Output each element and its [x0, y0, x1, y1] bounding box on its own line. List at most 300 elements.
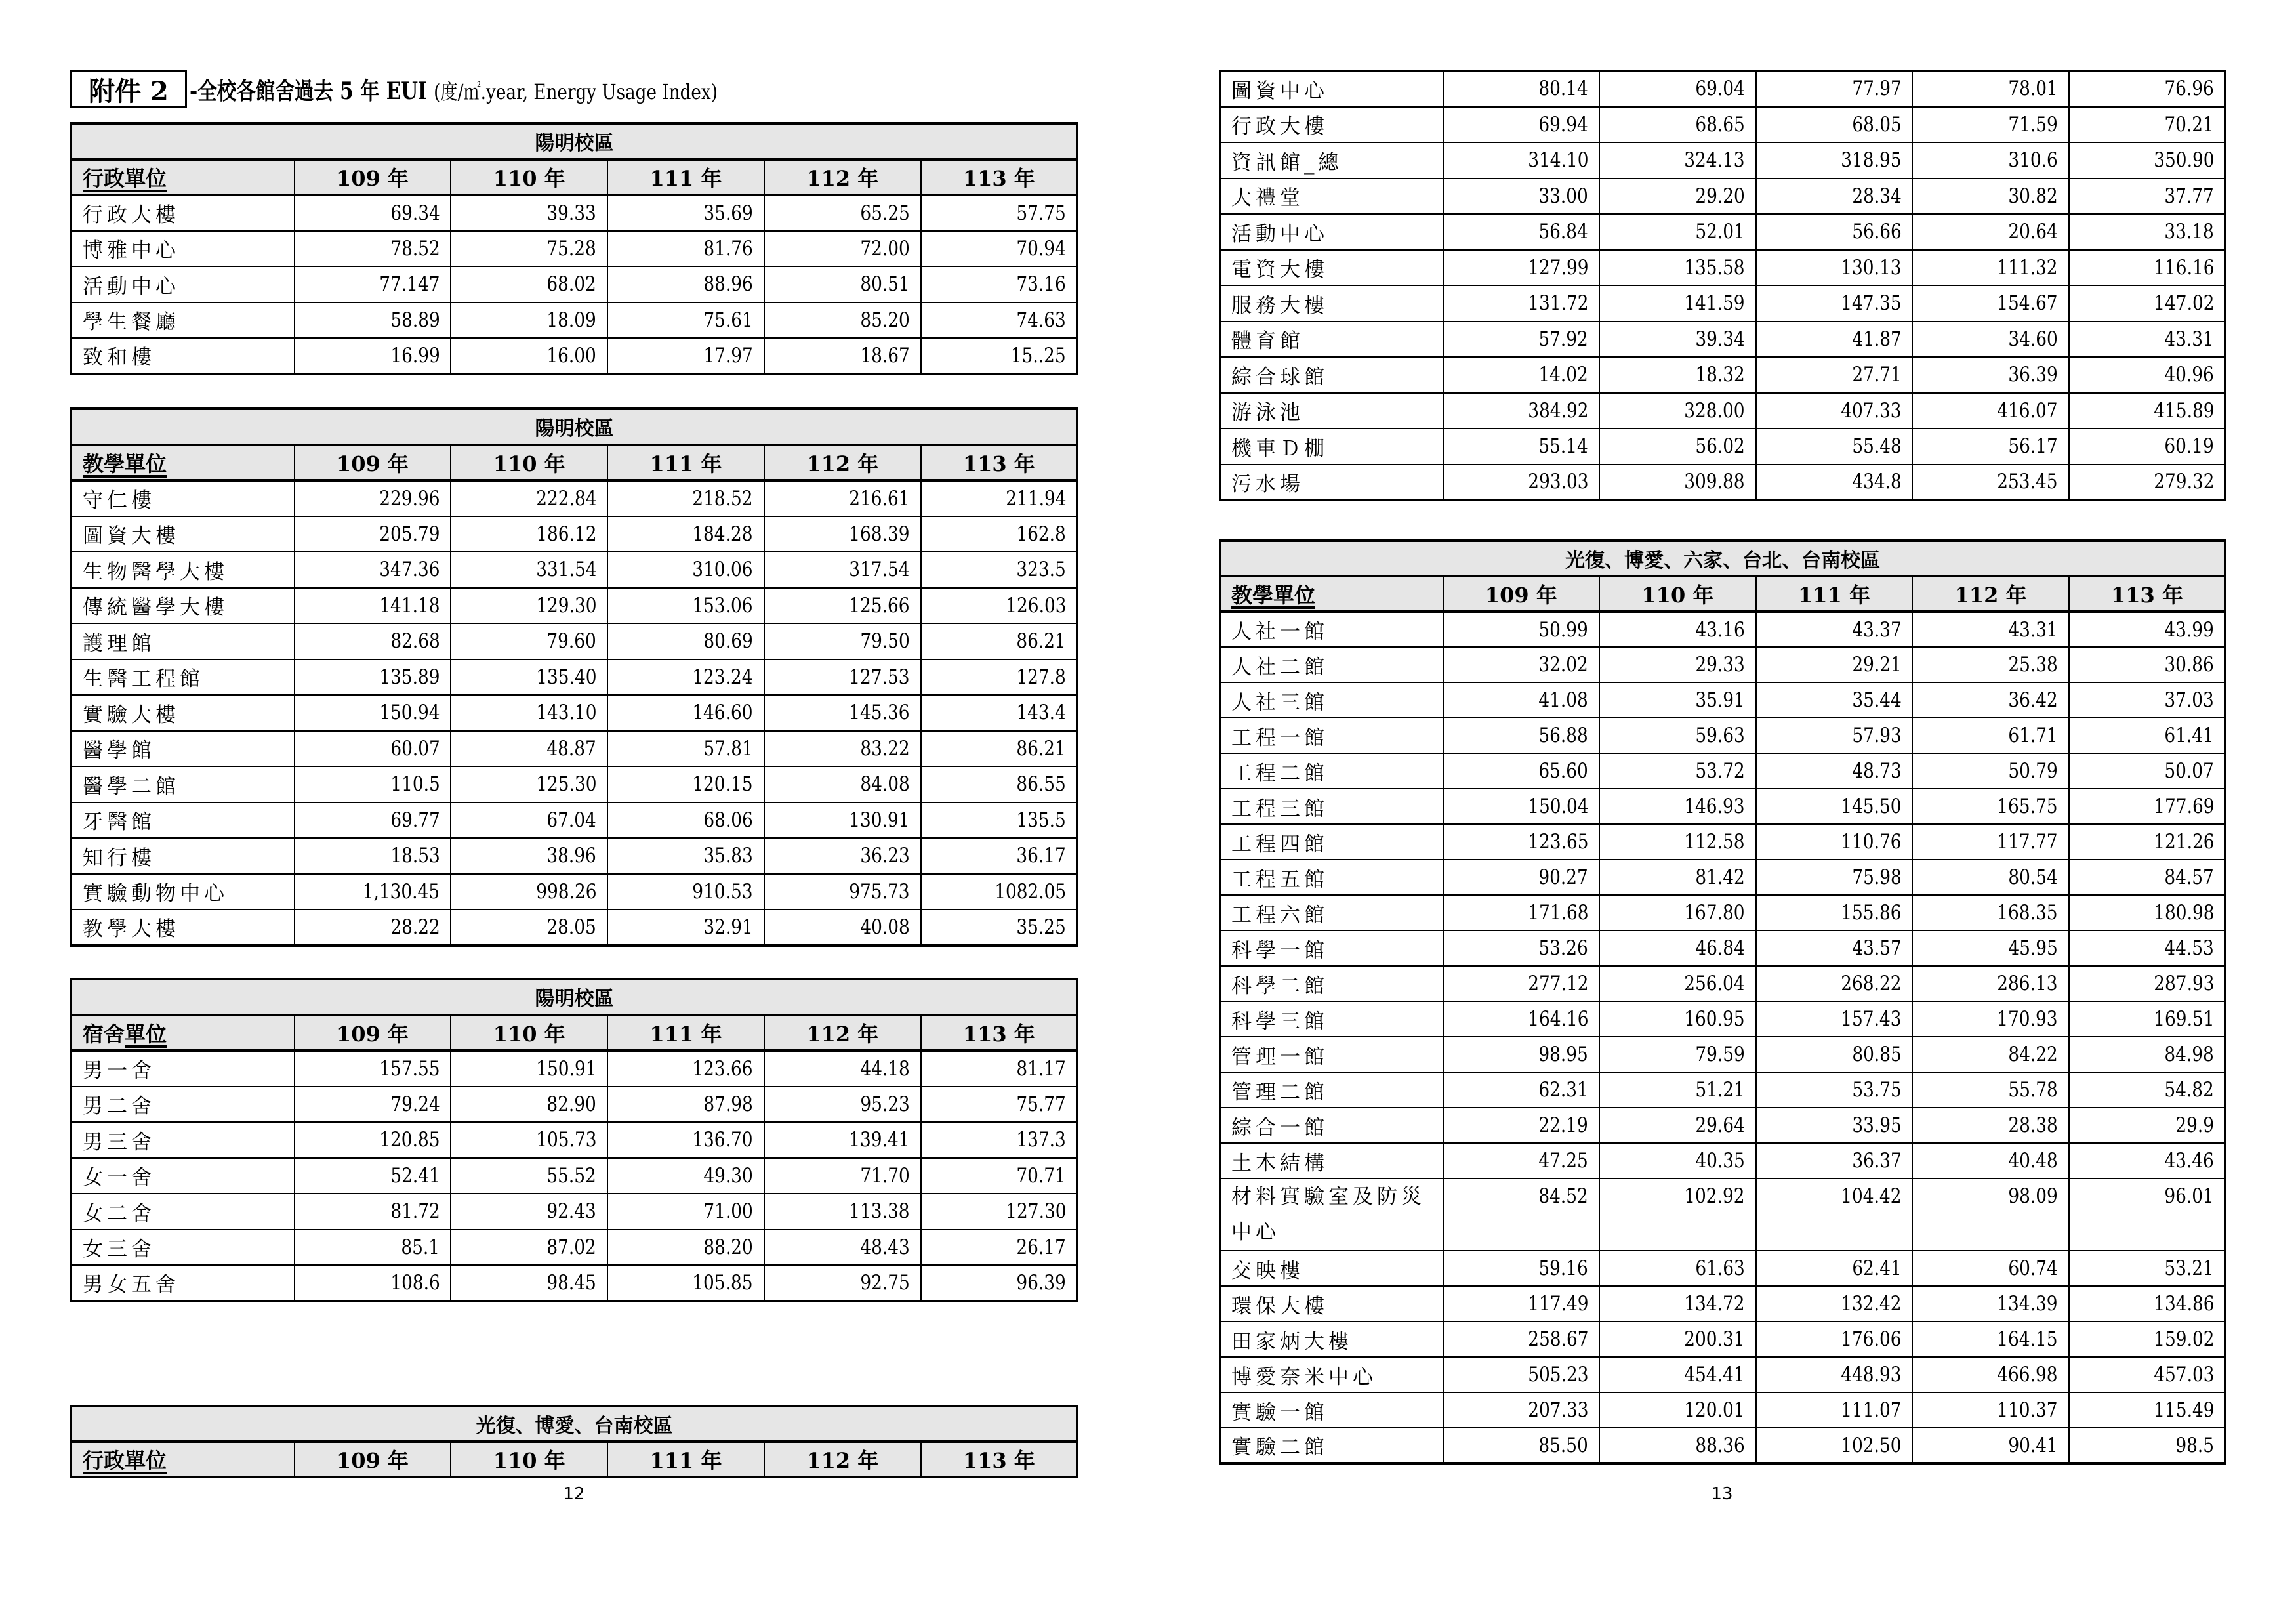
- eui-value-text: 79.50: [860, 629, 910, 654]
- year-column-header: 110 年: [451, 1442, 607, 1477]
- eui-value: [1912, 465, 2069, 501]
- eui-value: [1756, 612, 1913, 647]
- eui-value: [295, 552, 451, 588]
- eui-value: [1599, 647, 1756, 682]
- table-row: [72, 1230, 1078, 1266]
- eui-value: [295, 338, 451, 374]
- eui-value: [921, 1265, 1078, 1301]
- eui-value-text: 40.35: [1695, 1149, 1745, 1173]
- eui-value-text: 81.76: [703, 236, 753, 260]
- eui-value: [2069, 753, 2226, 789]
- eui-value: [1756, 250, 1913, 286]
- eui-value-text: 59.16: [1538, 1257, 1589, 1280]
- building-name: 男女五舍: [72, 1265, 295, 1301]
- building-name: 大禮堂: [1220, 178, 1443, 215]
- campus-name: 陽明校區: [72, 979, 1078, 1015]
- eui-value-text: 32.91: [703, 915, 753, 939]
- eui-value-text: 147.35: [1841, 291, 1902, 316]
- eui-value: [764, 623, 921, 659]
- eui-value: [764, 552, 921, 588]
- eui-value-text: 131.72: [1527, 291, 1589, 316]
- eui-value: [1599, 682, 1756, 718]
- eui-value-text: 71.59: [2008, 112, 2058, 136]
- eui-value-text: 113.38: [849, 1199, 910, 1224]
- eui-value: [764, 766, 921, 802]
- table-row: [1220, 214, 2226, 250]
- eui-value-text: 56.66: [1851, 220, 1902, 244]
- eui-value: [1756, 1286, 1913, 1322]
- building-name: 資訊館_總: [1220, 142, 1443, 178]
- eui-value-text: 258.67: [1527, 1327, 1589, 1351]
- title-main: -全校各館舍過去 5 年 EUI: [190, 77, 427, 105]
- building-name: 工程六館: [1220, 895, 1443, 930]
- eui-value: [295, 1265, 451, 1301]
- building-name: 知行樓: [72, 838, 295, 874]
- eui-value-text: 84.52: [1538, 1184, 1589, 1208]
- eui-value-text: 416.07: [1997, 398, 2058, 423]
- eui-value: [1443, 1178, 1600, 1251]
- eui-value-text: 134.39: [1997, 1292, 2058, 1316]
- eui-value: [451, 909, 607, 946]
- eui-value: [764, 588, 921, 624]
- eui-value: [764, 1087, 921, 1123]
- eui-value: [1756, 824, 1913, 860]
- eui-value: [1599, 428, 1756, 465]
- eui-value: [607, 802, 764, 839]
- eui-value-text: 92.43: [546, 1199, 597, 1224]
- eui-value: [1599, 142, 1756, 178]
- table-row: [72, 1194, 1078, 1230]
- eui-value: [1912, 860, 2069, 895]
- table-row: [1220, 860, 2226, 895]
- building-name: 守仁樓: [72, 480, 295, 516]
- building-name: 土木結構: [1220, 1143, 1443, 1178]
- eui-value-text: 55.14: [1538, 434, 1589, 459]
- eui-value: [1599, 1072, 1756, 1108]
- building-name: 工程三館: [1220, 789, 1443, 824]
- eui-value-text: 29.64: [1695, 1114, 1745, 1137]
- year-column-header: 113 年: [921, 159, 1078, 196]
- eui-value: [921, 302, 1078, 339]
- eui-value: [1599, 612, 1756, 647]
- eui-value: [1912, 1178, 2069, 1251]
- building-name: 管理一館: [1220, 1037, 1443, 1072]
- eui-value-text: 105.73: [535, 1128, 597, 1152]
- table-row: [72, 1122, 1078, 1158]
- unit-label: 教學單位: [1231, 583, 1316, 608]
- eui-value-text: 61.63: [1695, 1257, 1745, 1280]
- eui-value: [607, 480, 764, 516]
- eui-value-text: 65.25: [860, 201, 910, 225]
- eui-value-text: 287.93: [2153, 972, 2214, 995]
- eui-value: [1443, 1143, 1600, 1178]
- eui-value-text: 120.15: [692, 772, 753, 797]
- table-row: [1220, 824, 2226, 860]
- eui-value-text: 117.49: [1527, 1292, 1589, 1316]
- eui-value: [1599, 789, 1756, 824]
- building-name: 體育館: [1220, 322, 1443, 358]
- eui-value: [2069, 895, 2226, 930]
- eui-value: [1912, 322, 2069, 358]
- eui-value: [1912, 718, 2069, 753]
- eui-value: [295, 1051, 451, 1087]
- eui-value-text: 127.8: [1016, 665, 1066, 689]
- eui-value: [921, 338, 1078, 374]
- eui-value: [764, 1051, 921, 1087]
- building-name: 工程一館: [1220, 718, 1443, 753]
- building-name: 男一舍: [72, 1051, 295, 1087]
- attachment-label: 附件 2: [70, 70, 187, 108]
- eui-value: [607, 1158, 764, 1194]
- column-header-row: [72, 1015, 1078, 1051]
- eui-value: [607, 1194, 764, 1230]
- eui-value-text: 111.32: [1997, 255, 2058, 280]
- eui-value: [2069, 1322, 2226, 1357]
- eui-value: [1599, 1001, 1756, 1037]
- table-row: [1220, 612, 2226, 647]
- eui-value-text: 143.10: [535, 701, 597, 725]
- eui-value-text: 18.32: [1695, 363, 1745, 387]
- building-name: 女二舍: [72, 1194, 295, 1230]
- building-name: 傳統醫學大樓: [72, 588, 295, 624]
- table-row: [1220, 966, 2226, 1001]
- eui-value-text: 29.9: [2175, 1114, 2214, 1137]
- building-name: 人社一館: [1220, 612, 1443, 647]
- eui-value-text: 70.71: [1016, 1163, 1066, 1188]
- year-column-header: 110 年: [451, 159, 607, 196]
- eui-value: [1912, 71, 2069, 107]
- table-row: [72, 766, 1078, 802]
- eui-value: [1599, 1143, 1756, 1178]
- year-column-header: 109 年: [295, 159, 451, 196]
- eui-value: [295, 1087, 451, 1123]
- eui-value-text: 48.43: [860, 1235, 910, 1259]
- eui-value-text: 18.53: [390, 844, 440, 868]
- year-column-header: 113 年: [921, 1015, 1078, 1051]
- table-row: [72, 623, 1078, 659]
- eui-value-text: 32.02: [1538, 653, 1589, 677]
- eui-value-text: 85.1: [401, 1235, 440, 1259]
- eui-value: [1912, 142, 2069, 178]
- table-row: [1220, 1178, 2226, 1251]
- eui-value-text: 56.02: [1695, 434, 1745, 459]
- eui-value-text: 155.86: [1841, 901, 1902, 925]
- year-column-header: 111 年: [607, 445, 764, 481]
- eui-value-text: 71.00: [703, 1199, 753, 1224]
- eui-value: [1443, 860, 1600, 895]
- eui-value-text: 36.39: [2008, 363, 2058, 387]
- table-yangming-admin: [70, 122, 1078, 375]
- eui-value-text: 96.39: [1016, 1270, 1066, 1295]
- table-row: [72, 588, 1078, 624]
- eui-value-text: 30.82: [2008, 184, 2058, 208]
- table-row: [1220, 1428, 2226, 1463]
- eui-value-text: 121.26: [2153, 830, 2214, 854]
- campus-header-row: [72, 979, 1078, 1015]
- eui-value-text: 33.00: [1538, 184, 1589, 208]
- eui-value: [1756, 1001, 1913, 1037]
- eui-value-text: 60.07: [390, 736, 440, 760]
- eui-value: [607, 909, 764, 946]
- building-name: 機車Ｄ棚: [1220, 428, 1443, 465]
- eui-value: [1599, 107, 1756, 143]
- eui-value: [921, 516, 1078, 552]
- eui-value-text: 77.97: [1851, 77, 1902, 101]
- eui-value: [764, 480, 921, 516]
- eui-value-text: 29.21: [1851, 653, 1902, 677]
- eui-value-text: 75.28: [546, 236, 597, 260]
- eui-value-text: 286.13: [1997, 972, 2058, 995]
- eui-value: [1912, 1143, 2069, 1178]
- building-name: 女三舍: [72, 1230, 295, 1266]
- eui-value-text: 81.42: [1695, 865, 1745, 889]
- eui-value-text: 130.91: [849, 808, 910, 832]
- campus-header-row: [72, 123, 1078, 159]
- eui-value: [1756, 1143, 1913, 1178]
- table-row: [1220, 1143, 2226, 1178]
- eui-value-text: 150.94: [379, 701, 440, 725]
- eui-value: [1756, 682, 1913, 718]
- eui-value: [764, 1122, 921, 1158]
- eui-value-text: 130.13: [1841, 255, 1902, 280]
- eui-value-text: 29.20: [1695, 184, 1745, 208]
- eui-value-text: 50.79: [2008, 759, 2058, 783]
- eui-value-text: 211.94: [1005, 486, 1066, 510]
- eui-value: [295, 766, 451, 802]
- eui-value: [451, 266, 607, 302]
- eui-value-text: 123.66: [692, 1056, 753, 1081]
- building-name: 交映樓: [1220, 1251, 1443, 1286]
- eui-value-text: 27.71: [1851, 363, 1902, 387]
- eui-value-text: 41.08: [1538, 688, 1589, 712]
- eui-value-text: 117.77: [1997, 830, 2058, 854]
- eui-value: [1443, 1037, 1600, 1072]
- eui-value-text: 35.91: [1695, 688, 1745, 712]
- eui-value-text: 84.98: [2164, 1043, 2214, 1066]
- page-number-left: 12: [563, 1484, 585, 1504]
- eui-value: [1756, 789, 1913, 824]
- building-name: 致和樓: [72, 338, 295, 374]
- eui-value-text: 279.32: [2153, 470, 2214, 494]
- building-name: 人社三館: [1220, 682, 1443, 718]
- eui-value-text: 108.6: [390, 1270, 440, 1295]
- eui-value-text: 75.98: [1851, 865, 1902, 889]
- column-header-row: [72, 1442, 1078, 1477]
- eui-value: [451, 1230, 607, 1266]
- campus-header-row: [72, 1406, 1078, 1442]
- eui-value-text: 69.94: [1538, 112, 1589, 136]
- eui-value: [921, 909, 1078, 946]
- eui-value: [451, 731, 607, 767]
- eui-value: [451, 231, 607, 267]
- eui-value: [451, 623, 607, 659]
- eui-value-text: 56.17: [2008, 434, 2058, 459]
- building-name: 科學一館: [1220, 930, 1443, 966]
- eui-value: [921, 874, 1078, 910]
- eui-value-text: 350.90: [2153, 148, 2214, 173]
- year-column-header: 112 年: [1912, 576, 2069, 612]
- eui-value-text: 127.99: [1527, 255, 1589, 280]
- eui-value: [1443, 1108, 1600, 1143]
- eui-value: [921, 659, 1078, 696]
- eui-value-text: 56.84: [1538, 220, 1589, 244]
- eui-value: [1756, 1322, 1913, 1357]
- eui-value-text: 88.20: [703, 1235, 753, 1259]
- eui-value-text: 466.98: [1997, 1363, 2058, 1386]
- eui-value: [764, 695, 921, 731]
- eui-value-text: 81.17: [1016, 1056, 1066, 1081]
- eui-value-text: 28.22: [390, 915, 440, 939]
- eui-value: [1756, 465, 1913, 501]
- eui-value-text: 82.90: [546, 1092, 597, 1116]
- eui-value: [1756, 860, 1913, 895]
- eui-value-text: 62.41: [1851, 1257, 1902, 1280]
- eui-value-text: 1,130.45: [362, 879, 440, 904]
- eui-value: [1599, 285, 1756, 322]
- eui-value-text: 78.52: [390, 236, 440, 260]
- eui-value: [1912, 966, 2069, 1001]
- eui-value-text: 86.55: [1016, 772, 1066, 797]
- table-row: [1220, 682, 2226, 718]
- eui-value: [295, 1194, 451, 1230]
- eui-value-text: 167.80: [1684, 901, 1745, 925]
- table-row: [1220, 393, 2226, 429]
- eui-value-text: 79.59: [1695, 1043, 1745, 1066]
- eui-value-text: 79.60: [546, 629, 597, 654]
- year-column-header: 111 年: [607, 1015, 764, 1051]
- eui-value: [1443, 1286, 1600, 1322]
- column-header-row: [72, 445, 1078, 481]
- eui-value-text: 18.09: [546, 308, 597, 332]
- eui-value-text: 105.85: [692, 1270, 753, 1295]
- document-title: [70, 70, 834, 108]
- building-name: 博愛奈米中心: [1220, 1357, 1443, 1392]
- eui-value-text: 135.40: [535, 665, 597, 689]
- eui-value: [295, 231, 451, 267]
- eui-value: [921, 731, 1078, 767]
- eui-value: [607, 1230, 764, 1266]
- building-name: 圖資大樓: [72, 516, 295, 552]
- eui-value: [607, 766, 764, 802]
- title-unit: (度/㎡.year, Energy Usage Index): [434, 79, 718, 104]
- eui-value-text: 135.5: [1016, 808, 1066, 832]
- eui-value-text: 102.92: [1684, 1184, 1745, 1208]
- table-row: [1220, 178, 2226, 215]
- eui-value-text: 41.87: [1851, 327, 1902, 351]
- eui-value-text: 328.00: [1684, 398, 1745, 423]
- eui-value: [921, 802, 1078, 839]
- eui-value-text: 170.93: [1997, 1007, 2058, 1031]
- eui-value-text: 165.75: [1997, 795, 2058, 818]
- building-name: 材料實驗室及防災中心: [1220, 1178, 1443, 1251]
- eui-value: [1912, 250, 2069, 286]
- eui-value: [1443, 285, 1600, 322]
- eui-value: [607, 1087, 764, 1123]
- eui-value-text: 86.21: [1016, 736, 1066, 760]
- campus-name: 光復、博愛、台南校區: [72, 1406, 1078, 1442]
- eui-value: [451, 695, 607, 731]
- building-name: 男三舍: [72, 1122, 295, 1158]
- eui-value: [764, 802, 921, 839]
- eui-value: [1756, 1251, 1913, 1286]
- table-row: [72, 266, 1078, 302]
- building-name: 醫學館: [72, 731, 295, 767]
- eui-value: [1443, 322, 1600, 358]
- building-name: 行政大樓: [1220, 107, 1443, 143]
- table-row: [1220, 322, 2226, 358]
- eui-value: [451, 338, 607, 374]
- eui-value-text: 205.79: [379, 522, 440, 546]
- eui-value: [764, 302, 921, 339]
- table-row: [1220, 1037, 2226, 1072]
- eui-value-text: 143.4: [1016, 701, 1066, 725]
- eui-value-text: 61.71: [2008, 724, 2058, 747]
- eui-value: [1912, 895, 2069, 930]
- eui-value-text: 80.54: [2008, 865, 2058, 889]
- table-row: [72, 516, 1078, 552]
- eui-value: [451, 588, 607, 624]
- eui-value: [2069, 1357, 2226, 1392]
- building-name: 實驗一館: [1220, 1392, 1443, 1428]
- eui-value-text: 160.95: [1684, 1007, 1745, 1031]
- eui-value-text: 74.63: [1016, 308, 1066, 332]
- eui-value-text: 102.50: [1841, 1433, 1902, 1457]
- year-column-header: 112 年: [764, 1442, 921, 1477]
- eui-value: [1756, 285, 1913, 322]
- eui-value: [607, 231, 764, 267]
- eui-value-text: 200.31: [1684, 1327, 1745, 1351]
- year-column-header: 110 年: [451, 1015, 607, 1051]
- eui-value-text: 135.89: [379, 665, 440, 689]
- year-column-header: 113 年: [921, 445, 1078, 481]
- eui-value-text: 28.34: [1851, 184, 1902, 208]
- eui-value-text: 57.93: [1851, 724, 1902, 747]
- table-row: [1220, 1322, 2226, 1357]
- eui-value-text: 43.46: [2164, 1149, 2214, 1173]
- eui-value: [1443, 393, 1600, 429]
- table-row: [1220, 428, 2226, 465]
- year-column-header: 110 年: [451, 445, 607, 481]
- eui-value: [764, 231, 921, 267]
- eui-value-text: 180.98: [2153, 901, 2214, 925]
- eui-value: [1443, 718, 1600, 753]
- eui-value-text: 434.8: [1851, 470, 1902, 494]
- eui-value-text: 85.50: [1538, 1433, 1589, 1457]
- eui-value: [1912, 1322, 2069, 1357]
- eui-value: [1599, 71, 1756, 107]
- year-column-header: 111 年: [1756, 576, 1913, 612]
- eui-value: [1443, 930, 1600, 966]
- eui-value-text: 293.03: [1527, 470, 1589, 494]
- eui-value: [2069, 1251, 2226, 1286]
- table-row: [1220, 142, 2226, 178]
- eui-value: [1599, 1178, 1756, 1251]
- eui-value: [1443, 1072, 1600, 1108]
- unit-label: 行政單位: [83, 1448, 167, 1473]
- eui-value-text: 127.53: [849, 665, 910, 689]
- eui-value-text: 17.97: [703, 343, 753, 367]
- eui-value-text: 59.63: [1695, 724, 1745, 747]
- eui-value: [2069, 71, 2226, 107]
- building-name: 綜合一館: [1220, 1108, 1443, 1143]
- eui-value: [2069, 682, 2226, 718]
- eui-value: [1599, 1251, 1756, 1286]
- table-row: [72, 552, 1078, 588]
- eui-value: [1756, 178, 1913, 215]
- eui-value: [1599, 824, 1756, 860]
- eui-value: [2069, 718, 2226, 753]
- table-row: [72, 731, 1078, 767]
